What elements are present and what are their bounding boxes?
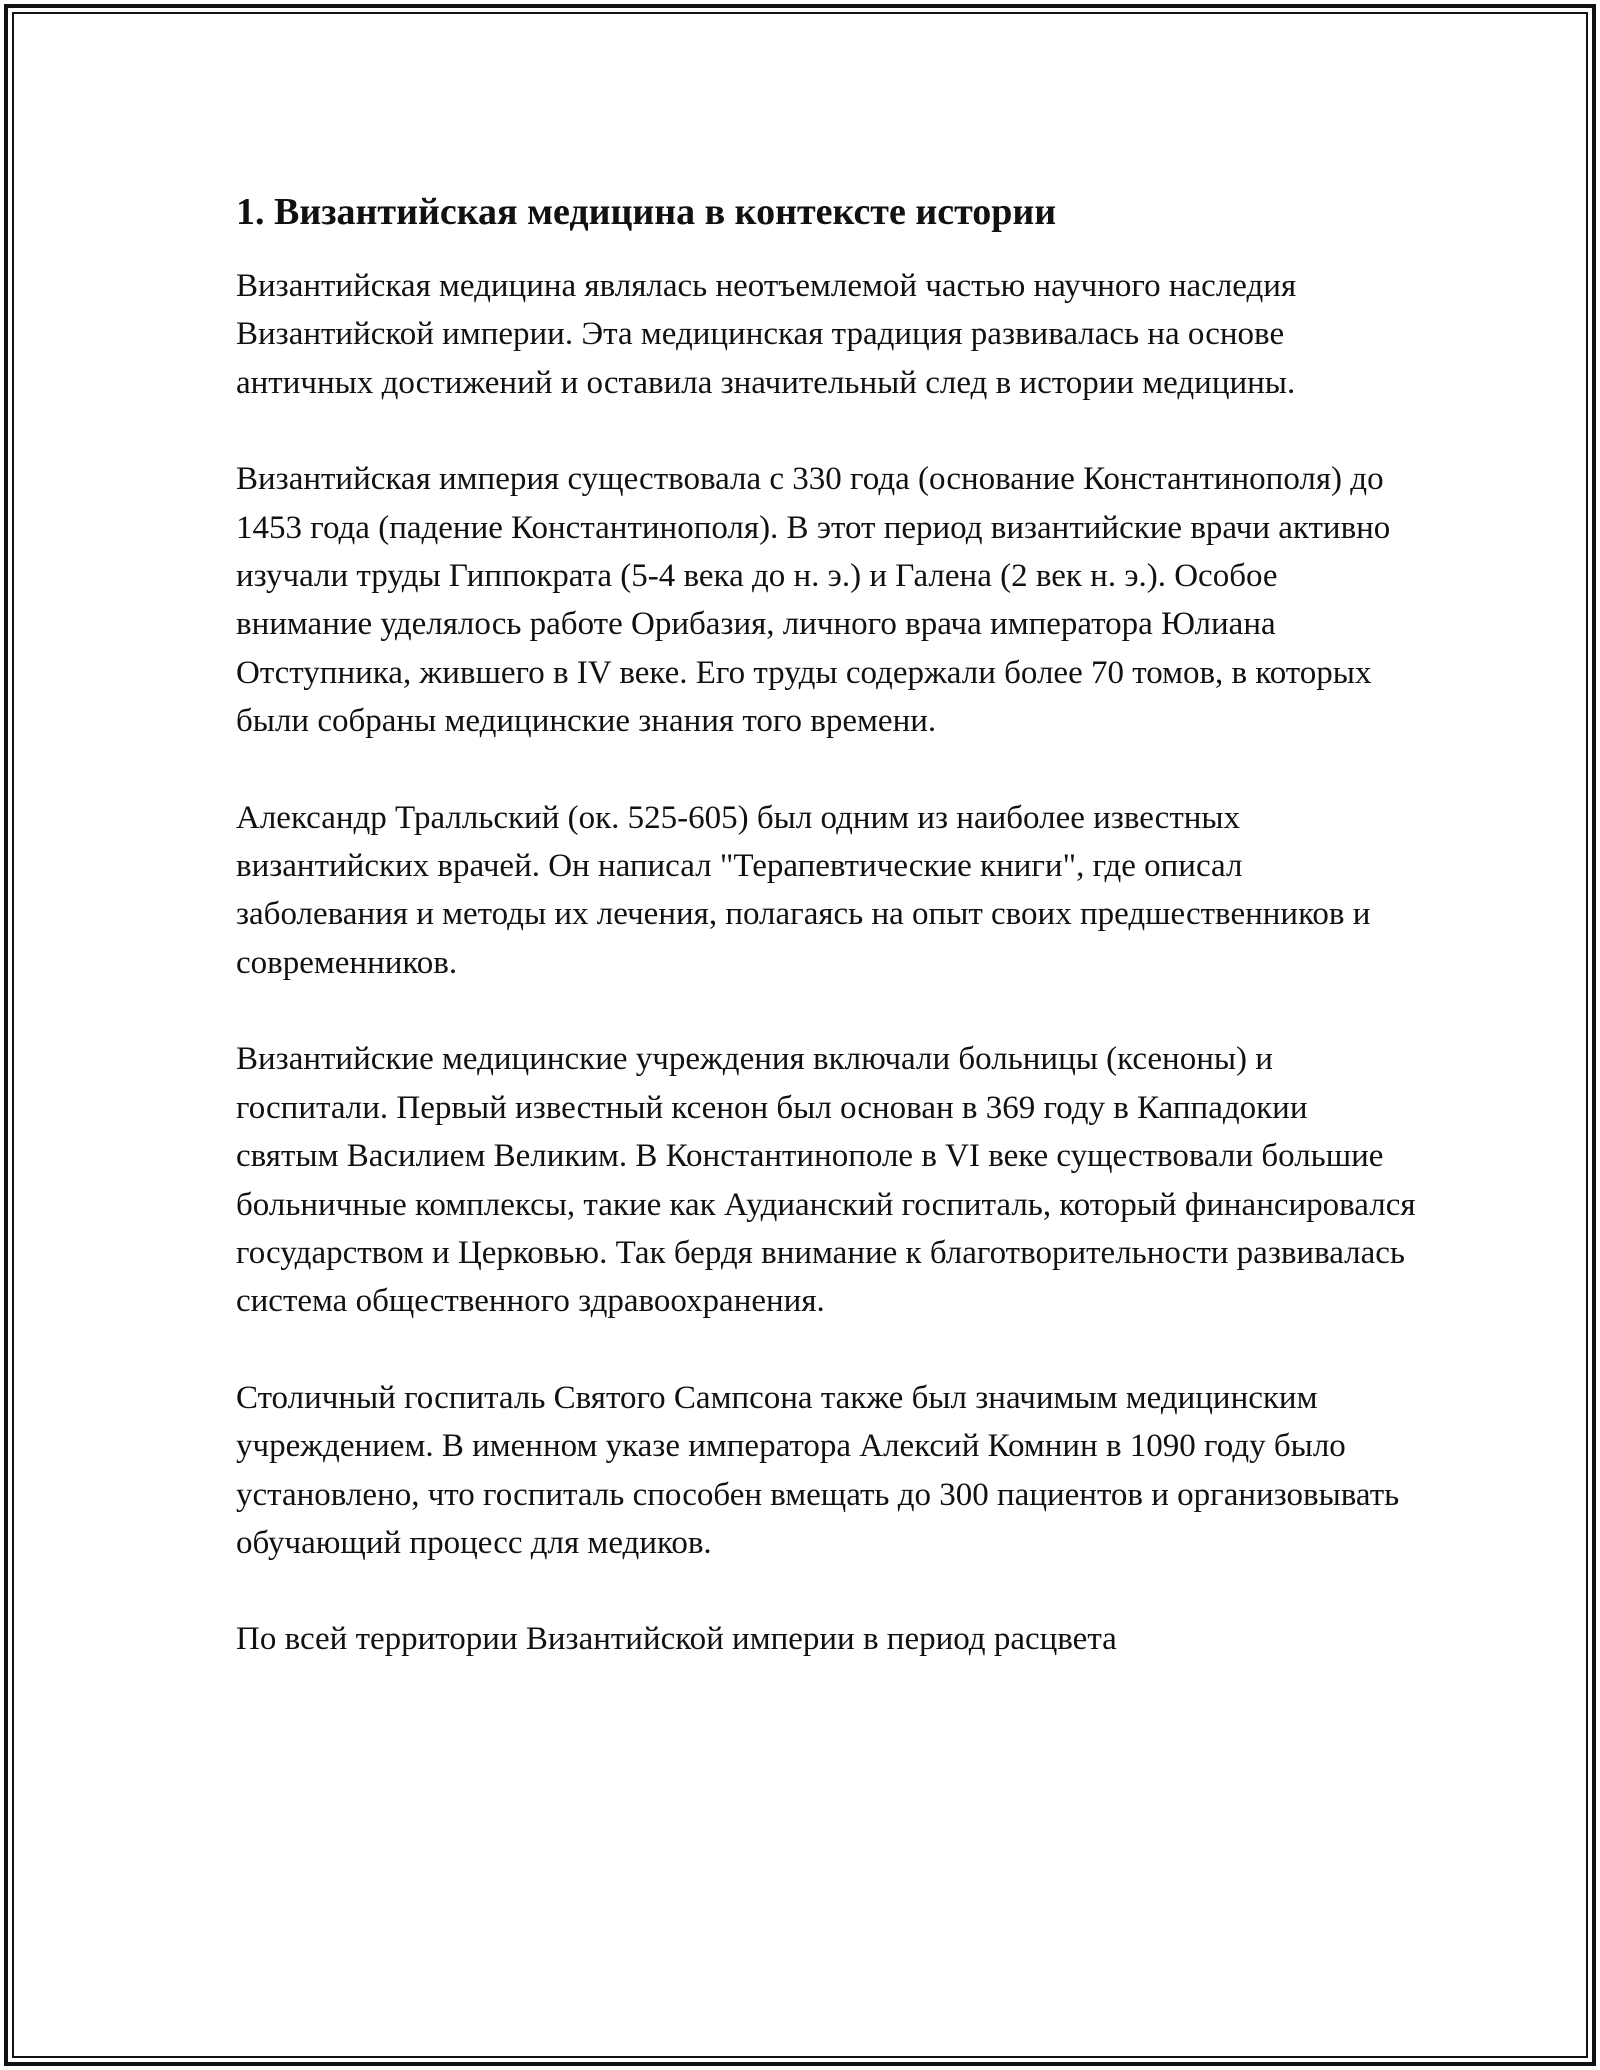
- paragraph-empire-period: Византийская империя существовала с 330 года (основание Константинополя) до 1453 года (падение Константинополя). В этот период византийские врачи активно изучали труды Гиппократа (5-4 века до н. э.) и Галена (2 век н. э.). Особое внимание уделялось работе Орибазия, личного врача императора Юлиана Отступника, жившего в IV веке. Его труды содержали более 70 томов, в которых были собраны медицинские знания того времени.: [236, 461, 1391, 740]
- section-heading: 1. Византийская медицина в контексте истории: [236, 191, 1057, 233]
- paragraph-sampson-hospital: Столичный госпиталь Святого Сампсона также был значимым медицинским учреждением. В именном указе императора Алексий Комнин в 1090 году было установлено, что госпиталь способен вмещать до 300 пациентов и организовывать обучающий процесс для медиков.: [236, 1379, 1400, 1561]
- paragraph-hospitals: Византийские медицинские учреждения включали больницы (ксеноны) и госпитали. Первый известный ксенон был основан в 369 году в Каппадокии святым Василием Великим. В Константинополе в VI веке существовали большие больничные комплексы, такие как Аудианский госпиталь, который финансировался государством и Церковью. Так бердя внимание к благотворительности развивалась система общественного здравоохранения.: [236, 1041, 1416, 1320]
- paragraph-truncated: По всей территории Византийской империи в период расцвета: [236, 1621, 1117, 1658]
- paragraph-intro: Византийская медицина являлась неотъемлемой частью научного наследия Византийской империи. Эта медицинская традиция развивалась на основе античных достижений и оставила значительный след в истории медицины.: [236, 268, 1297, 401]
- document-body: [236, 186, 1416, 1664]
- paragraph-alexander-trallian: Александр Тралльский (ок. 525-605) был одним из наиболее известных византийских врачей. Он написал "Терапевтические книги", где описал заболевания и методы их лечения, полагаясь на опыт своих предшественников и современников.: [236, 799, 1371, 981]
